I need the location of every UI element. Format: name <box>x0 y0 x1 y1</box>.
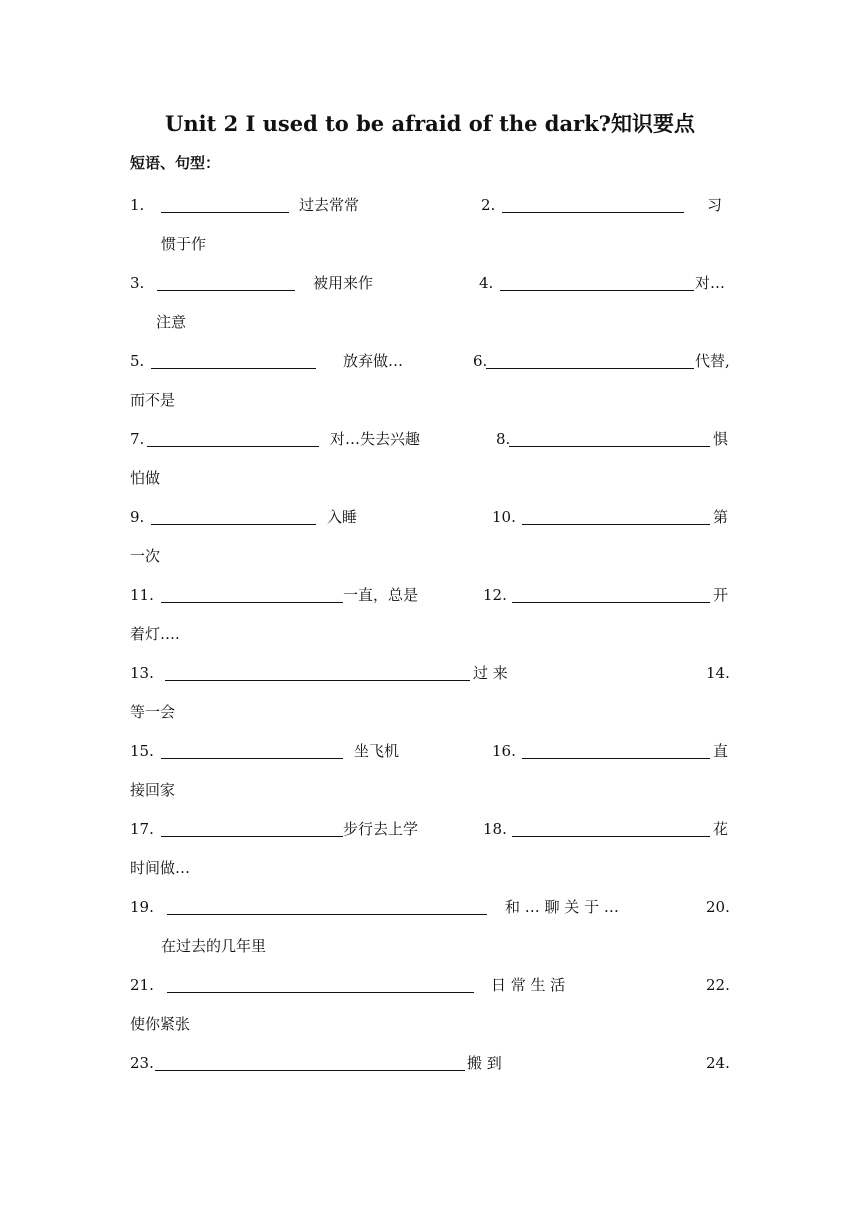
item-hint: 开 <box>713 586 729 604</box>
item-number: 14. <box>706 664 730 682</box>
page-title: Unit 2 I used to be afraid of the dark?知识要点 <box>165 111 695 136</box>
answer-blank <box>147 446 319 447</box>
item-number: 16. <box>492 742 516 760</box>
item-hint-continued: 使你紧张 <box>130 1015 191 1033</box>
item-number: 8. <box>496 430 511 448</box>
answer-blank <box>161 212 289 213</box>
answer-blank <box>512 836 710 837</box>
item-number: 7. <box>130 430 145 448</box>
item-hint-continued: 着灯…. <box>130 625 180 643</box>
item-number: 1. <box>130 196 145 214</box>
item-number: 20. <box>706 898 730 916</box>
item-hint: 一直，总是 <box>343 586 419 604</box>
item-number: 15. <box>130 742 154 760</box>
item-number: 21. <box>130 976 154 994</box>
item-hint: 步行去上学 <box>343 820 419 838</box>
item-number: 24. <box>706 1054 730 1072</box>
item-hint: 入睡 <box>327 508 358 526</box>
item-number: 17. <box>130 820 154 838</box>
item-number: 22. <box>706 976 730 994</box>
answer-blank <box>509 446 710 447</box>
answer-blank <box>161 836 343 837</box>
answer-blank <box>151 368 316 369</box>
answer-blank <box>512 602 710 603</box>
answer-blank <box>165 680 470 681</box>
answer-blank <box>522 524 710 525</box>
item-hint: 被用来作 <box>313 274 374 292</box>
item-hint: 日 常 生 活 <box>491 976 566 994</box>
answer-blank <box>167 992 474 993</box>
answer-blank <box>161 758 343 759</box>
item-number: 6. <box>473 352 488 370</box>
item-hint: 第 <box>713 508 729 526</box>
item-hint-continued: 注意 <box>156 313 187 331</box>
item-hint-continued: 时间做… <box>130 859 191 877</box>
answer-blank <box>486 368 694 369</box>
answer-blank <box>161 602 343 603</box>
item-hint-continued: 等一会 <box>130 703 176 721</box>
item-number: 9. <box>130 508 145 526</box>
item-hint: 对…失去兴趣 <box>330 430 421 448</box>
answer-blank <box>500 290 694 291</box>
item-number: 11. <box>130 586 154 604</box>
item-hint: 过去常常 <box>299 196 360 214</box>
answer-blank <box>157 290 295 291</box>
item-hint: 和 … 聊 关 于 … <box>505 898 619 916</box>
item-hint-continued: 一次 <box>130 547 161 565</box>
section-heading: 短语、句型： <box>130 154 221 172</box>
item-hint: 搬 到 <box>467 1054 502 1072</box>
item-number: 12. <box>483 586 507 604</box>
item-hint: 代替, <box>695 352 730 370</box>
item-hint-continued: 在过去的几年里 <box>161 937 267 955</box>
item-number: 18. <box>483 820 507 838</box>
item-hint-continued: 怕做 <box>130 469 161 487</box>
item-number: 19. <box>130 898 154 916</box>
item-number: 4. <box>479 274 494 292</box>
item-hint: 对… <box>695 274 726 292</box>
item-hint-continued: 而不是 <box>130 391 176 409</box>
answer-blank <box>155 1070 465 1071</box>
item-hint: 花 <box>713 820 729 838</box>
item-number: 13. <box>130 664 154 682</box>
answer-blank <box>502 212 684 213</box>
item-hint: 过 来 <box>473 664 508 682</box>
answer-blank <box>167 914 487 915</box>
answer-blank <box>522 758 710 759</box>
item-hint: 惧 <box>713 430 729 448</box>
item-number: 10. <box>492 508 516 526</box>
item-hint: 放弃做… <box>343 352 404 370</box>
item-hint-continued: 接回家 <box>130 781 176 799</box>
item-number: 23. <box>130 1054 154 1072</box>
item-hint: 习 <box>707 196 723 214</box>
answer-blank <box>151 524 316 525</box>
item-number: 5. <box>130 352 145 370</box>
item-hint: 坐飞机 <box>354 742 400 760</box>
item-hint-continued: 惯于作 <box>161 235 207 253</box>
item-hint: 直 <box>713 742 729 760</box>
item-number: 2. <box>481 196 496 214</box>
item-number: 3. <box>130 274 145 292</box>
